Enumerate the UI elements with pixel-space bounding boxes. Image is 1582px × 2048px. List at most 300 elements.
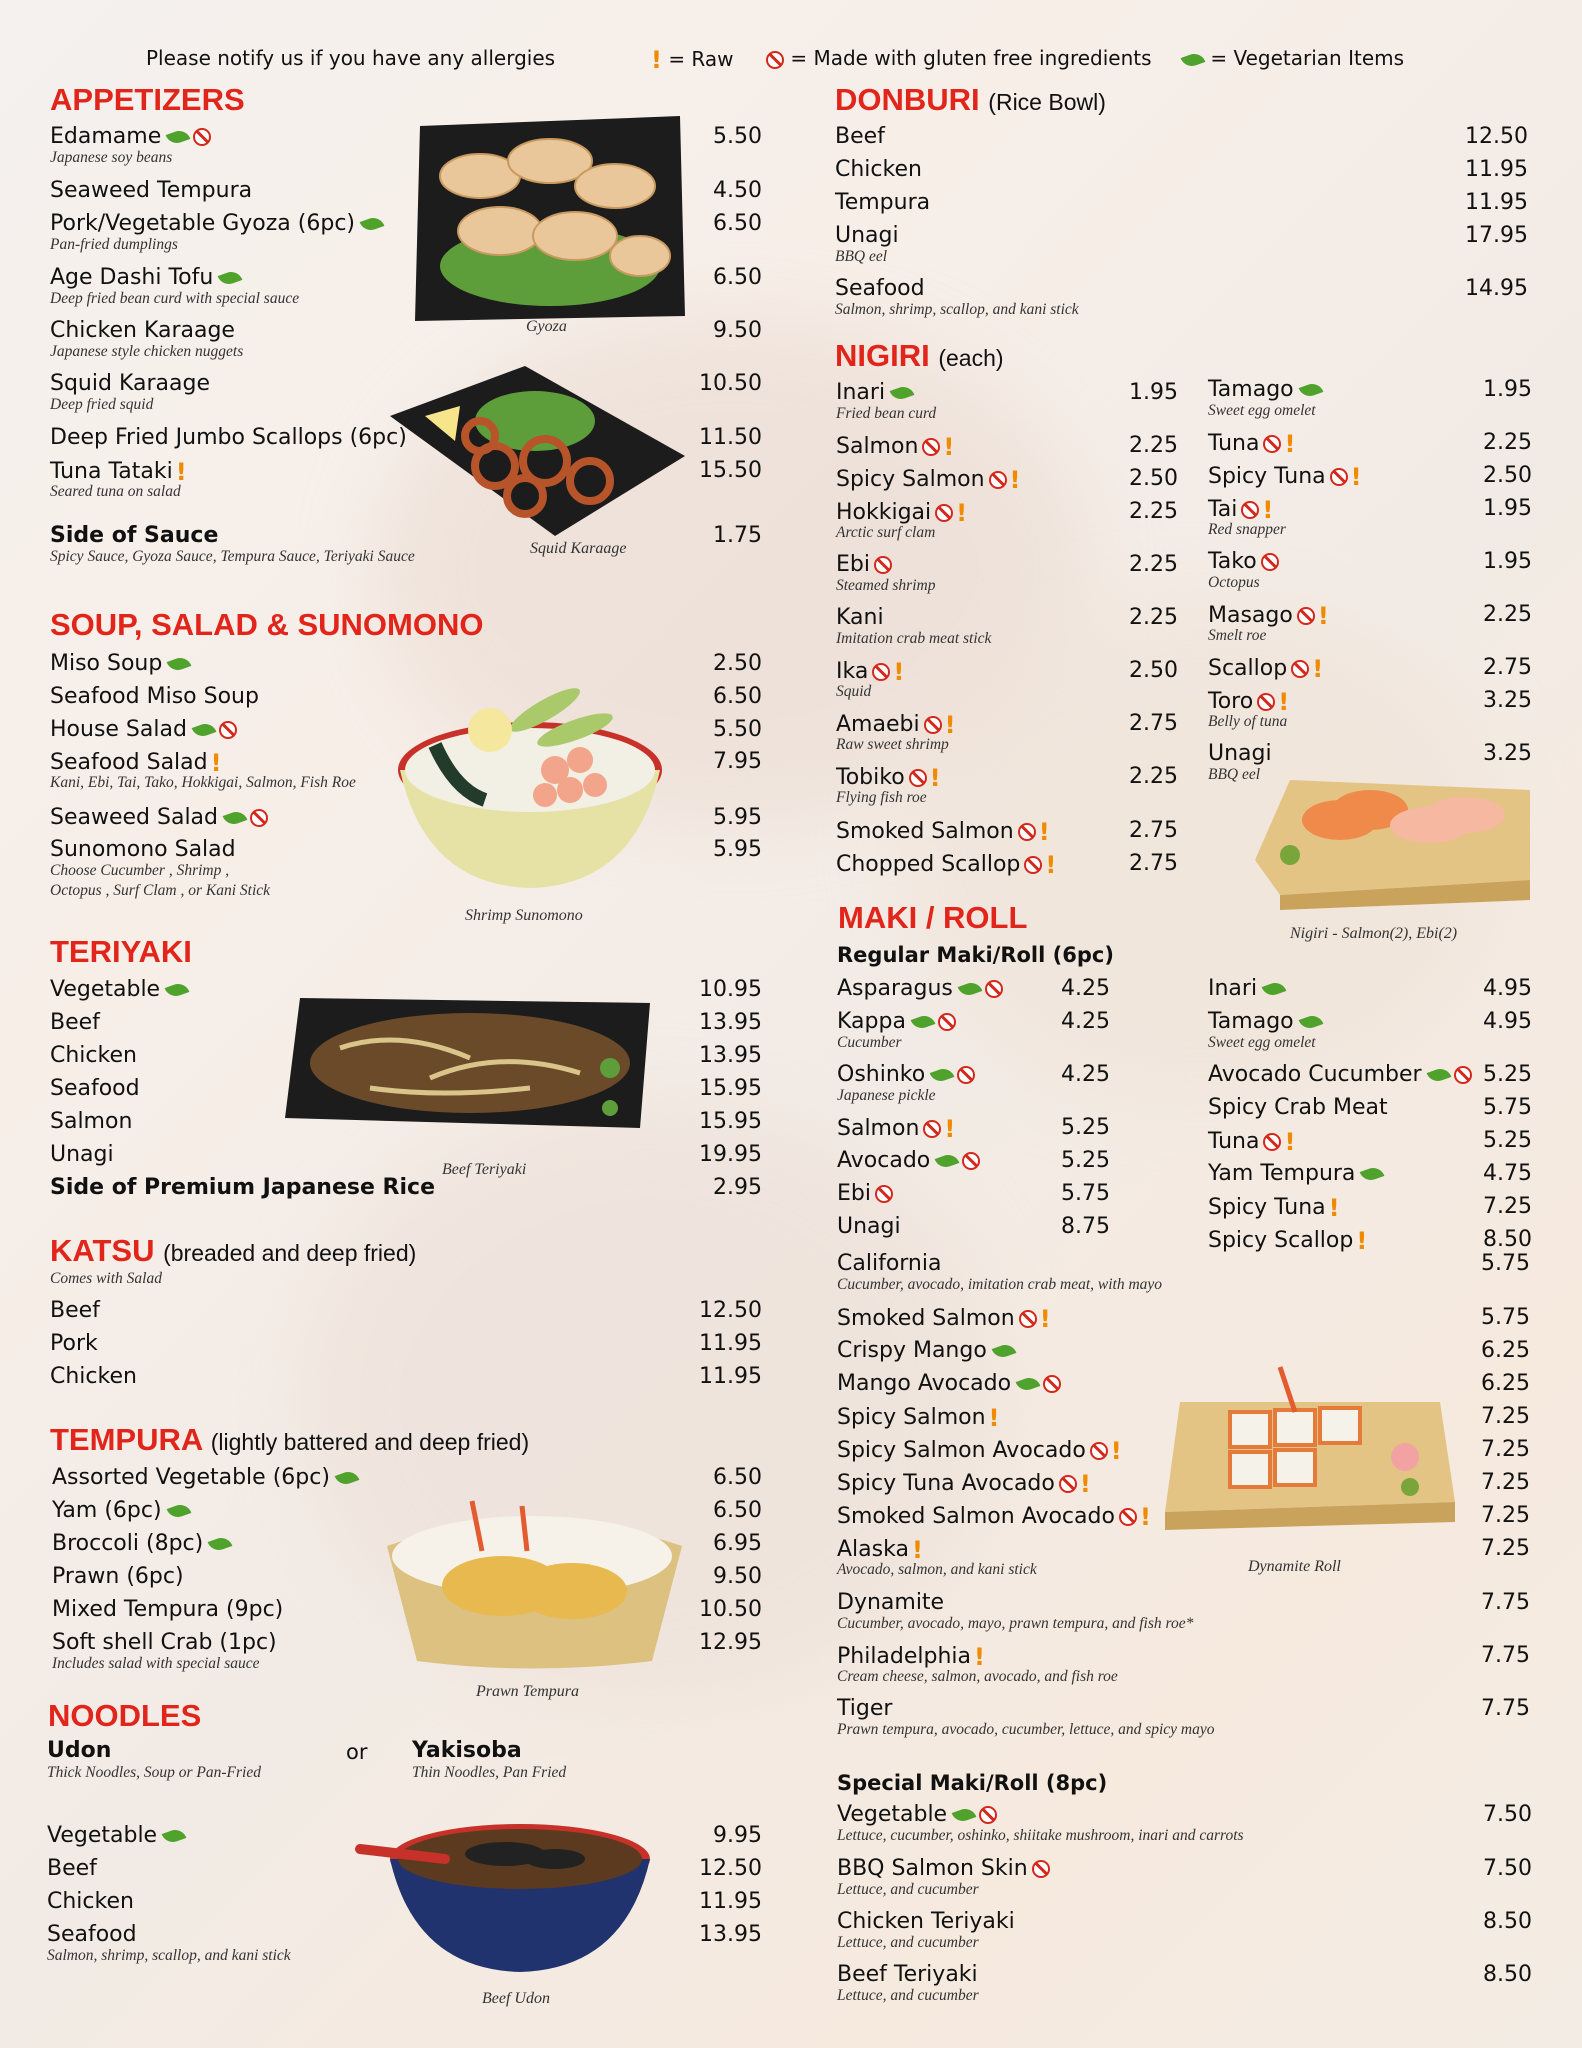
item-price: 7.75 [1481, 1696, 1530, 1721]
item-price: 7.25 [1481, 1437, 1530, 1462]
caption-shrimp: Shrimp Sunomono [465, 907, 583, 924]
item-price: 5.75 [1061, 1181, 1110, 1206]
menu-row [0, 711, 1582, 753]
item-name: Tuna ! [1208, 430, 1296, 458]
leaf-icon [1298, 381, 1323, 400]
item-name: Chicken [835, 157, 922, 182]
dynamite-photo [1160, 1362, 1465, 1532]
raw-icon: ! [911, 1536, 923, 1564]
item-name: Chicken Karaage [50, 318, 235, 343]
item-name: Tobiko ! [836, 764, 941, 792]
item-price: 15.95 [699, 1076, 762, 1101]
item-price: 2.50 [1129, 658, 1178, 683]
item-price: 8.75 [1061, 1214, 1110, 1239]
item-description: BBQ eel [1208, 766, 1261, 783]
item-description: Choose Cucumber , Shrimp , [50, 862, 230, 879]
legend-raw: ! = Raw [651, 46, 734, 74]
menu-row [0, 1696, 1582, 1738]
caption-prawn: Prawn Tempura [476, 1683, 579, 1700]
item-price: 2.25 [1483, 430, 1532, 455]
gluten-free-icon [1291, 660, 1309, 678]
item-name: Spicy Tuna ! [1208, 1194, 1340, 1222]
raw-icon: ! [1284, 1128, 1296, 1156]
item-price: 2.50 [1129, 466, 1178, 491]
tempura-photo [382, 1476, 687, 1671]
item-price: 13.95 [699, 1010, 762, 1035]
item-name: Smoked Salmon ! [837, 1305, 1051, 1333]
item-price: 17.95 [1465, 223, 1528, 248]
item-price: 5.25 [1061, 1115, 1110, 1140]
item-name: Amaebi ! [836, 711, 956, 739]
item-description: Kani, Ebi, Tai, Tako, Hokkigai, Salmon, Fish Roe [50, 774, 356, 791]
raw-icon: ! [893, 658, 905, 686]
item-price: 2.50 [1483, 463, 1532, 488]
item-price: 5.25 [1061, 1148, 1110, 1173]
menu-row [0, 190, 1582, 214]
heading-regular-maki: Regular Maki/Roll (6pc) [837, 943, 1114, 967]
caption-dynamite: Dynamite Roll [1248, 1558, 1341, 1575]
item-price: 2.25 [1129, 764, 1178, 789]
item-price: 2.75 [1129, 711, 1178, 736]
menu-row [0, 157, 1582, 181]
item-price: 6.25 [1481, 1338, 1530, 1363]
item-price: 2.95 [713, 1175, 762, 1200]
item-price: 5.25 [1483, 1062, 1532, 1087]
heading-appetizers: APPETIZERS [50, 82, 245, 117]
item-price: 7.50 [1483, 1802, 1532, 1827]
caption-beef-teriyaki: Beef Teriyaki [442, 1161, 527, 1178]
item-name: Tiger [837, 1696, 893, 1721]
leaf-icon [1426, 1066, 1451, 1085]
menu-row [0, 1062, 1582, 1086]
raw-icon: ! [1312, 655, 1324, 683]
item-name: Inari [836, 380, 913, 405]
item-price: 5.95 [713, 805, 762, 830]
gluten-free-icon [1297, 607, 1315, 625]
heading-special-maki: Special Maki/Roll (8pc) [837, 1771, 1108, 1795]
gluten-free-icon [924, 716, 942, 734]
item-price: 10.95 [699, 977, 762, 1002]
item-price: 6.50 [713, 265, 762, 290]
leaf-icon [991, 1342, 1016, 1361]
item-price: 5.50 [713, 717, 762, 742]
gluten-free-icon [1330, 468, 1348, 486]
item-name: Tempura [835, 190, 931, 215]
item-name: Beef [835, 124, 885, 149]
menu-row [0, 430, 1582, 458]
item-price: 1.75 [713, 523, 762, 548]
item-name: BBQ Salmon Skin [837, 1856, 1050, 1881]
item-description: Japanese soy beans [50, 149, 173, 166]
legend-veg: = Vegetarian Items [1176, 46, 1404, 70]
item-price: 11.95 [699, 1889, 762, 1914]
heading-katsu: KATSU (breaded and deep fried) [50, 1233, 417, 1268]
item-name: Soft shell Crab (1pc) [52, 1630, 277, 1655]
item-price: 7.50 [1483, 1856, 1532, 1881]
heading-teriyaki: TERIYAKI [50, 934, 192, 969]
item-description: Lettuce, and cucumber [837, 1881, 979, 1898]
item-name: Ika ! [836, 658, 905, 686]
item-price: 7.25 [1481, 1536, 1530, 1561]
item-name: Squid Karaage [50, 371, 210, 396]
raw-icon: ! [210, 749, 222, 777]
item-name: Side of Sauce [50, 523, 219, 548]
item-price: 14.95 [1465, 276, 1528, 301]
raw-icon: ! [974, 1643, 985, 1671]
item-price: 7.25 [1481, 1404, 1530, 1429]
heading-donburi: DONBURI (Rice Bowl) [835, 82, 1106, 117]
item-price: 4.50 [713, 178, 762, 203]
item-price: 15.50 [699, 458, 762, 483]
item-name: Kani [836, 605, 884, 630]
item-price: 8.50 [1483, 1962, 1532, 1987]
item-name: Seafood [50, 1076, 140, 1101]
gluten-free-icon [1032, 1860, 1050, 1878]
caption-udon: Beef Udon [482, 1990, 550, 2007]
item-name: House Salad [50, 717, 237, 742]
raw-icon: ! [1139, 1503, 1151, 1531]
item-name: Dynamite [837, 1590, 945, 1615]
item-price: 4.25 [1061, 1062, 1110, 1087]
item-name: Ebi [836, 552, 892, 577]
raw-icon: ! [944, 711, 956, 739]
raw-icon: ! [175, 458, 187, 486]
allergy-notice: Please notify us if you have any allergies [146, 46, 556, 70]
item-name: Unagi [837, 1214, 901, 1239]
item-name: Tamago [1208, 1009, 1322, 1034]
item-name: Tai ! [1208, 496, 1274, 524]
menu-row [0, 1194, 1582, 1222]
gluten-free-icon [1043, 1375, 1061, 1393]
item-price: 4.75 [1483, 1161, 1532, 1186]
item-name: Tuna Tataki ! [50, 458, 187, 486]
item-name: Miso Soup [50, 651, 190, 676]
item-name: Pork/Vegetable Gyoza (6pc) [50, 211, 383, 236]
or-label: or [346, 1740, 368, 1764]
item-description: Spicy Sauce, Gyoza Sauce, Tempura Sauce, Teriyaki Sauce [50, 548, 415, 565]
item-name: Beef Teriyaki [837, 1962, 978, 1987]
item-name: Mango Avocado [837, 1371, 1061, 1396]
gluten-free-icon [1024, 856, 1042, 874]
item-name: Seaweed Salad [50, 805, 268, 830]
item-description: Cucumber, avocado, imitation crab meat, with mayo [837, 1276, 1163, 1293]
gluten-free-icon [909, 769, 927, 787]
gluten-free-icon [1059, 1475, 1077, 1493]
item-description: Cream cheese, salmon, avocado, and fish roe [837, 1668, 1118, 1685]
item-name: Assorted Vegetable (6pc) [52, 1465, 358, 1490]
item-price: 2.75 [1129, 851, 1178, 876]
menu-row [0, 1227, 1582, 1255]
menu-row [0, 463, 1582, 491]
item-price: 10.50 [699, 371, 762, 396]
item-description: Japanese style chicken nuggets [50, 343, 244, 360]
item-price: 4.25 [1061, 1009, 1110, 1034]
menu-row [0, 1643, 1582, 1685]
raw-icon: ! [1045, 851, 1057, 879]
item-price: 15.95 [699, 1109, 762, 1134]
item-description: Lettuce, and cucumber [837, 1987, 979, 2004]
item-name: Kappa [837, 1009, 956, 1034]
menu-row [0, 124, 1582, 148]
item-price: 6.50 [713, 684, 762, 709]
item-name: Inari [1208, 976, 1285, 1001]
item-description: Deep fried bean curd with special sauce [50, 290, 300, 307]
item-price: 2.25 [1129, 552, 1178, 577]
item-name: Seafood [47, 1922, 137, 1947]
item-name: Vegetable [50, 977, 188, 1002]
gluten-free-icon [1263, 435, 1281, 453]
leaf-icon [1262, 980, 1287, 999]
item-name: Oshinko [837, 1062, 975, 1087]
item-description: Pan-fried dumplings [50, 236, 178, 253]
item-price: 1.95 [1483, 496, 1532, 521]
item-price: 12.50 [699, 1298, 762, 1323]
item-name: Age Dashi Tofu [50, 265, 241, 290]
raw-icon: ! [929, 764, 941, 792]
item-price: 10.50 [699, 1597, 762, 1622]
item-price: 5.50 [713, 124, 762, 149]
item-price: 7.25 [1483, 1194, 1532, 1219]
item-price: 5.25 [1483, 1128, 1532, 1153]
gluten-free-icon [1018, 823, 1036, 841]
item-name: Crispy Mango [837, 1338, 1015, 1363]
item-price: 3.25 [1483, 741, 1532, 766]
item-name: Sunomono Salad [50, 837, 236, 862]
item-price: 11.95 [699, 1364, 762, 1389]
item-price: 9.95 [713, 1823, 762, 1848]
item-name: Vegetable [837, 1802, 997, 1827]
item-name: Scallop ! [1208, 655, 1324, 683]
item-name: Side of Premium Japanese Rice [50, 1175, 435, 1200]
item-price: 5.95 [713, 837, 762, 862]
item-description: Salmon, shrimp, scallop, and kani stick [835, 301, 1079, 318]
item-name: Spicy Crab Meat [1208, 1095, 1388, 1120]
item-description: Cucumber [837, 1034, 902, 1051]
yakisoba-label: Yakisoba [412, 1738, 522, 1763]
item-description: Salmon, shrimp, scallop, and kani stick [47, 1947, 291, 1964]
item-name: Chicken [50, 1043, 137, 1068]
item-name: Beef [50, 1010, 100, 1035]
item-price: 11.95 [699, 1331, 762, 1356]
item-name: Yam Tempura [1208, 1161, 1383, 1186]
item-name: Spicy Salmon ! [837, 1404, 1000, 1432]
menu-row [0, 276, 1582, 318]
item-price: 13.95 [699, 1043, 762, 1068]
menu-row [0, 976, 1582, 1000]
katsu-note: Comes with Salad [50, 1270, 162, 1287]
item-name: Spicy Tuna Avocado ! [837, 1470, 1091, 1498]
raw-icon: ! [1009, 466, 1021, 494]
item-name: Seaweed Tempura [50, 178, 253, 203]
item-price: 2.75 [1129, 818, 1178, 843]
item-description: Steamed shrimp [836, 577, 936, 594]
item-price: 2.50 [713, 651, 762, 676]
item-description: Arctic surf clam [836, 524, 936, 541]
menu-row [0, 1095, 1582, 1119]
udon-label: Udon [47, 1738, 112, 1763]
item-name: Smoked Salmon Avocado ! [837, 1503, 1151, 1531]
item-price: 12.50 [1465, 124, 1528, 149]
item-price: 11.95 [1465, 157, 1528, 182]
gluten-free-icon [1090, 1442, 1108, 1460]
raw-icon: ! [1262, 496, 1274, 524]
raw-icon: ! [1278, 688, 1290, 716]
item-name: Seafood Miso Soup [50, 684, 259, 709]
item-description: Cucumber, avocado, mayo, prawn tempura, and fish roe* [837, 1615, 1194, 1632]
item-name: Unagi [1208, 741, 1272, 766]
item-name: Alaska ! [837, 1536, 923, 1564]
item-name: Avocado Cucumber [1208, 1062, 1472, 1087]
item-price: 6.95 [713, 1531, 762, 1556]
item-description: Imitation crab meat stick [836, 630, 992, 647]
item-price: 5.75 [1483, 1095, 1532, 1120]
item-description: Red snapper [1208, 521, 1286, 538]
item-price: 2.25 [1129, 433, 1178, 458]
raw-icon: ! [1039, 1305, 1051, 1333]
heading-noodles: NOODLES [48, 1698, 202, 1733]
item-name: Tako [1208, 549, 1279, 574]
item-name: Broccoli (8pc) [52, 1531, 231, 1556]
item-price: 7.25 [1481, 1470, 1530, 1495]
item-price: 11.95 [1465, 190, 1528, 215]
item-description: Seared tuna on salad [50, 483, 181, 500]
item-description: Prawn tempura, avocado, cucumber, lettuce, and spicy mayo [837, 1721, 1215, 1738]
item-description: Sweet egg omelet [1208, 1034, 1316, 1051]
menu-row [0, 655, 1582, 683]
item-price: 6.25 [1481, 1371, 1530, 1396]
item-name: Smoked Salmon ! [836, 818, 1050, 846]
gyoza-photo [410, 116, 690, 326]
raw-icon: ! [956, 499, 968, 527]
item-price: 4.25 [1061, 976, 1110, 1001]
gluten-free-icon [1261, 553, 1279, 571]
item-description: Japanese pickle [837, 1087, 936, 1104]
item-description: Fried bean curd [836, 405, 937, 422]
item-name: Spicy Salmon ! [836, 466, 1021, 494]
item-price: 6.50 [713, 1498, 762, 1523]
item-description: Lettuce, cucumber, oshinko, shiitake mushroom, inari and carrots [837, 1827, 1244, 1844]
item-description: Avocado, salmon, and kani stick [837, 1561, 1037, 1578]
raw-icon: ! [944, 1115, 956, 1143]
item-name: Chicken [50, 1364, 137, 1389]
item-name: Philadelphia ! [837, 1643, 985, 1671]
item-price: 7.95 [713, 749, 762, 774]
nigiri-photo [1250, 770, 1540, 910]
menu-row [0, 1823, 1582, 1847]
item-price: 3.25 [1483, 688, 1532, 713]
item-price: 2.25 [1129, 605, 1178, 630]
item-description: Octopus , Surf Clam , or Kani Stick [50, 882, 271, 899]
raw-icon: ! [651, 46, 662, 74]
item-price: 4.95 [1483, 976, 1532, 1001]
squid-photo [385, 356, 690, 541]
item-name: Salmon ! [836, 433, 955, 461]
caption-nigiri: Nigiri - Salmon(2), Ebi(2) [1290, 925, 1458, 942]
item-name: Deep Fried Jumbo Scallops (6pc) [50, 425, 407, 450]
item-price: 7.25 [1481, 1503, 1530, 1528]
item-price: 11.50 [699, 425, 762, 450]
item-description: Belly of tuna [1208, 713, 1288, 730]
item-price: 12.95 [699, 1630, 762, 1655]
item-price: 2.25 [1129, 499, 1178, 524]
sunomono-photo [395, 650, 665, 890]
item-description: Octopus [1208, 574, 1260, 591]
gluten-free-icon [1119, 1508, 1137, 1526]
item-name: Toro ! [1208, 688, 1290, 716]
item-name: Mixed Tempura (9pc) [52, 1597, 284, 1622]
item-name: Chopped Scallop ! [836, 851, 1057, 879]
raw-icon: ! [1110, 1437, 1122, 1465]
heading-soup: SOUP, SALAD & SUNOMONO [50, 607, 484, 642]
item-name: Pork [50, 1331, 98, 1356]
item-name: Seafood Salad ! [50, 749, 222, 777]
item-price: 2.75 [1483, 655, 1532, 680]
udon-desc: Thick Noodles, Soup or Pan-Fried [47, 1764, 261, 1781]
item-price: 4.95 [1483, 1009, 1532, 1034]
item-name: Chicken [47, 1889, 134, 1914]
item-price: 7.75 [1481, 1643, 1530, 1668]
raw-icon: ! [1284, 430, 1296, 458]
item-description: Deep fried squid [50, 396, 154, 413]
item-name: Yam (6pc) [52, 1498, 190, 1523]
item-name: Ebi [837, 1181, 893, 1206]
item-price: 5.75 [1481, 1305, 1530, 1330]
heading-tempura: TEMPURA (lightly battered and deep fried) [50, 1422, 530, 1457]
leaf-icon [1016, 1375, 1041, 1394]
raw-icon: ! [988, 1404, 1000, 1432]
item-name: Salmon ! [837, 1115, 956, 1143]
yakisoba-desc: Thin Noodles, Pan Fried [412, 1764, 567, 1781]
raw-icon: ! [1079, 1470, 1091, 1498]
item-name: Edamame [50, 124, 211, 149]
leaf-icon [1360, 1165, 1385, 1184]
item-price: 13.95 [699, 1922, 762, 1947]
item-description: Includes salad with special sauce [52, 1655, 260, 1672]
caption-squid: Squid Karaage [530, 540, 627, 557]
item-name: Spicy Scallop ! [1208, 1227, 1368, 1255]
raw-icon: ! [943, 433, 955, 461]
item-price: 7.75 [1481, 1590, 1530, 1615]
item-price: 1.95 [1483, 377, 1532, 402]
item-description: Lettuce, and cucumber [837, 1934, 979, 1951]
menu-row [0, 1338, 1582, 1362]
item-price: 2.25 [1483, 602, 1532, 627]
raw-icon: ! [1038, 818, 1050, 846]
raw-icon: ! [1317, 602, 1329, 630]
item-price: 8.50 [1483, 1227, 1532, 1252]
gluten-free-icon [1241, 501, 1259, 519]
gluten-free-icon [979, 1806, 997, 1824]
item-name: Prawn (6pc) [52, 1564, 184, 1589]
item-name: Beef [50, 1298, 100, 1323]
leaf-icon [952, 1806, 977, 1825]
item-name: Tamago [1208, 377, 1322, 402]
raw-icon: ! [1356, 1227, 1368, 1255]
item-description: Raw sweet shrimp [836, 736, 949, 753]
item-price: 19.95 [699, 1142, 762, 1167]
item-price: 5.75 [1481, 1251, 1530, 1276]
gluten-free-icon [1257, 693, 1275, 711]
udon-photo [355, 1804, 655, 1974]
menu-row [0, 1856, 1582, 1898]
heading-maki: MAKI / ROLL [838, 900, 1028, 935]
item-name: Beef [47, 1856, 97, 1881]
item-name: Unagi [50, 1142, 114, 1167]
item-price: 12.50 [699, 1856, 762, 1881]
leaf-icon [1298, 1013, 1323, 1032]
caption-gyoza: Gyoza [526, 318, 567, 335]
item-price: 6.50 [713, 1465, 762, 1490]
